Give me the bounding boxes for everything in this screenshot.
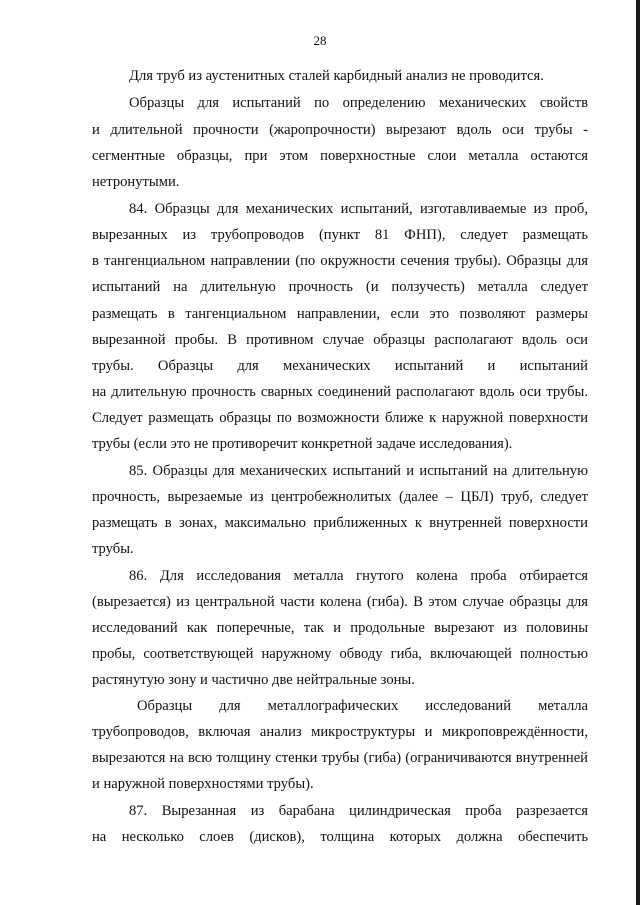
text-line: Образцы для испытаний по определению механических свойств bbox=[129, 95, 588, 111]
text-line: 85. Образцы для механических испытаний и испытаний на длительную bbox=[129, 463, 588, 479]
text-line: и наружной поверхностями трубы). bbox=[92, 776, 314, 792]
scan-edge bbox=[636, 0, 640, 905]
text-line: вырезаются на всю толщину стенки трубы (гиба) (ограничиваются внутренней bbox=[92, 750, 588, 766]
text-line: и длительной прочности (жаропрочности) вырезают вдоль оси трубы - bbox=[92, 122, 588, 138]
text-line: Для труб из аустенитных сталей карбидный анализ не проводится. bbox=[129, 68, 544, 84]
text-line: трубы. bbox=[92, 541, 134, 557]
text-line: растянутую зону и частично две нейтральные зоны. bbox=[92, 672, 415, 688]
text-line: Образцы для металлографических исследований металла bbox=[137, 698, 588, 714]
text-line: прочность, вырезаемые из центробежнолитых (далее – ЦБЛ) труб, следует bbox=[92, 489, 588, 505]
text-line: на несколько слоев (дисков), толщина которых должна обеспечить bbox=[92, 829, 588, 845]
text-line: 84. Образцы для механических испытаний, изготавливаемые из проб, bbox=[129, 201, 588, 217]
text-line: вырезанных из трубопроводов (пункт 81 ФНП), следует размещать bbox=[92, 227, 588, 243]
text-line: (вырезается) из центральной части колена (гиба). В этом случае образцы для bbox=[92, 594, 588, 610]
text-line: пробы, соответствующей наружному обводу гиба, включающей полностью bbox=[92, 646, 588, 662]
text-line: в тангенциальном направлении (по окружности сечения трубы). Образцы для bbox=[92, 253, 588, 269]
text-line: исследований как поперечные, так и продольные вырезают из половины bbox=[92, 620, 588, 636]
text-line: 87. Вырезанная из барабана цилиндрическая проба разрезается bbox=[129, 803, 588, 819]
text-line: нетронутыми. bbox=[92, 174, 180, 190]
text-line: размещать в тангенциальном направлении, если это позволяют размеры bbox=[92, 306, 588, 322]
page-number: 28 bbox=[313, 33, 327, 48]
text-line: на длительную прочность сварных соединений располагают вдоль оси трубы. bbox=[92, 384, 588, 400]
text-line: испытаний на длительную прочность (и ползучесть) металла следует bbox=[92, 279, 588, 295]
text-line: сегментные образцы, при этом поверхностные слои металла остаются bbox=[92, 148, 588, 164]
text-line: вырезанной пробы. В противном случае образцы располагают вдоль оси bbox=[92, 332, 588, 348]
text-line: трубопроводов, включая анализ микроструктуры и микроповреждённости, bbox=[92, 724, 588, 740]
text-line: размещать в зонах, максимально приближенных к внутренней поверхности bbox=[92, 515, 588, 531]
text-line: трубы. Образцы для механических испытаний и испытаний bbox=[92, 358, 588, 374]
text-line: 86. Для исследования металла гнутого колена проба отбирается bbox=[129, 568, 588, 584]
text-line: трубы (если это не противоречит конкретной задаче исследования). bbox=[92, 436, 513, 452]
text-line: Следует размещать образцы по возможности ближе к наружной поверхности bbox=[92, 410, 588, 426]
